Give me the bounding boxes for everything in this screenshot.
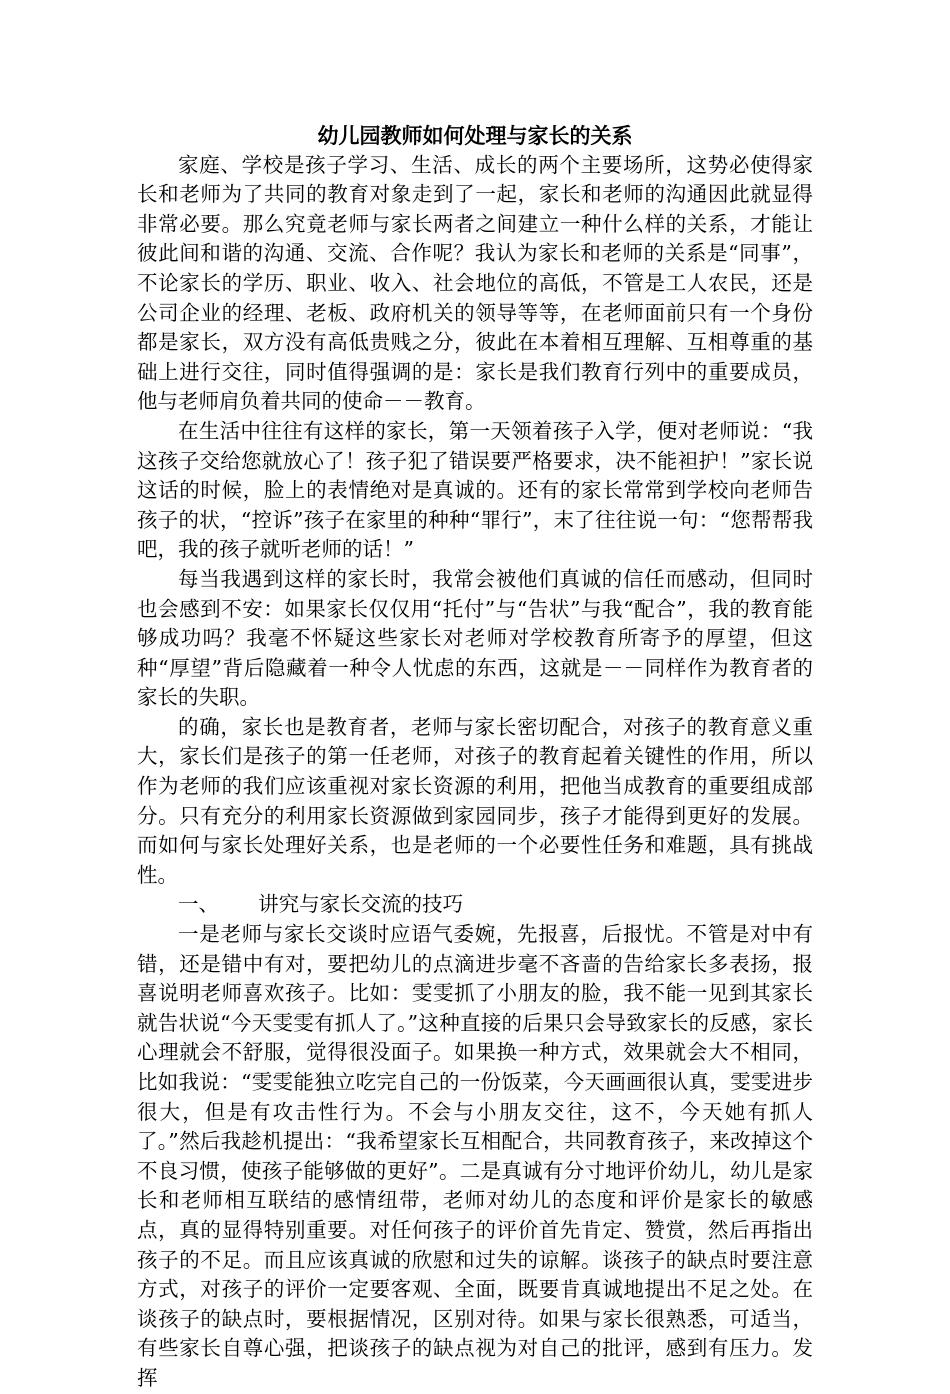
document-page: [137, 121, 813, 1394]
paragraph-parents-as-educators: 的确，家长也是教育者，老师与家长密切配合，对孩子的教育意义重大，家长们是孩子的第一任老师，对孩子的教育起着关键性的作用，所以作为老师的我们应该重视对家长资源的利用，把他当成教育的重要组成部分。只有充分的利用家长资源做到家园同步，孩子才能得到更好的发展。而如何与家长处理好关系，也是老师的一个必要性任务和难题，具有挑战性。: [137, 714, 813, 887]
paragraph-intro: 家庭、学校是孩子学习、生活、成长的两个主要场所，这势必使得家长和老师为了共同的教育对象走到了一起，家长和老师的沟通因此就显得非常必要。那么究竟老师与家长两者之间建立一种什么样的关系，才能让彼此间和谐的沟通、交流、合作呢？我认为家长和老师的关系是“同事”，不论家长的学历、职业、收入、社会地位的高低，不管是工人农民，还是公司企业的经理、老板、政府机关的领导等等，在老师面前只有一个身份都是家长，双方没有高低贵贱之分，彼此在本着相互理解、互相尊重的基础上进行交往，同时值得强调的是：家长是我们教育行列中的重要成员，他与老师肩负着共同的使命－－教育。: [137, 152, 813, 414]
paragraph-communication-skills: 一是老师与家长交谈时应语气委婉，先报喜，后报忧。不管是对中有错，还是错中有对，要把幼儿的点滴进步毫不吝啬的告给家长多表扬，报喜说明老师喜欢孩子。比如：雯雯抓了小朋友的脸，我不能一见到其家长就告状说“今天雯雯有抓人了。”这种直接的后果只会导致家长的反感，家长心理就会不舒服，觉得很没面子。如果换一种方式，效果就会大不相同，比如我说：“雯雯能独立吃完自己的一份饭菜，今天画画很认真，雯雯进步很大，但是有攻击性行为。不会与小朋友交往，这不，今天她有抓人了。”然后我趁机提出：“我希望家长互相配合，共同教育孩子，来改掉这个不良习惯，使孩子能够做的更好”。二是真诚有分寸地评价幼儿，幼儿是家长和老师相互联结的感情纽带，老师对幼儿的态度和评价是家长的敏感点，真的显得特别重要。对任何孩子的评价首先肯定、赞赏，然后再指出孩子的不足。而且应该真诚的欣慰和过失的谅解。谈孩子的缺点时要注意方式，对孩子的评价一定要客观、全面，既要肯真诚地提出不足之处。在谈孩子的缺点时，要根据情况，区别对待。如果与家长很熟悉，可适当，有些家长自尊心强，把谈孩子的缺点视为对自己的批评，感到有压力。发挥: [137, 922, 813, 1390]
section-heading-communication-skills: 一、 讲究与家长交流的技巧: [178, 892, 464, 917]
paragraph-teacher-reflection: 每当我遇到这样的家长时，我常会被他们真诚的信任而感动，但同时也会感到不安：如果家长仅仅用“托付”与“告状”与我“配合”，我的教育能够成功吗？我毫不怀疑这些家长对老师对学校教育所寄予的厚望，但这种“厚望”背后隐藏着一种令人忧虑的东西，这就是－－同样作为教育者的家长的失职。: [137, 566, 813, 710]
document-title: 幼儿园教师如何处理与家长的关系: [317, 123, 633, 148]
paragraph-parents-entrust: 在生活中往往有这样的家长，第一天领着孩子入学，便对老师说：“我这孩子交给您就放心了！孩子犯了错误要严格要求，决不能袒护！”家长说这话的时候，脸上的表情绝对是真诚的。还有的家长常常到学校向老师告孩子的状，“控诉”孩子在家里的种种“罪行”，末了往往说一句：“您帮帮我吧，我的孩子就听老师的话！”: [137, 418, 813, 562]
